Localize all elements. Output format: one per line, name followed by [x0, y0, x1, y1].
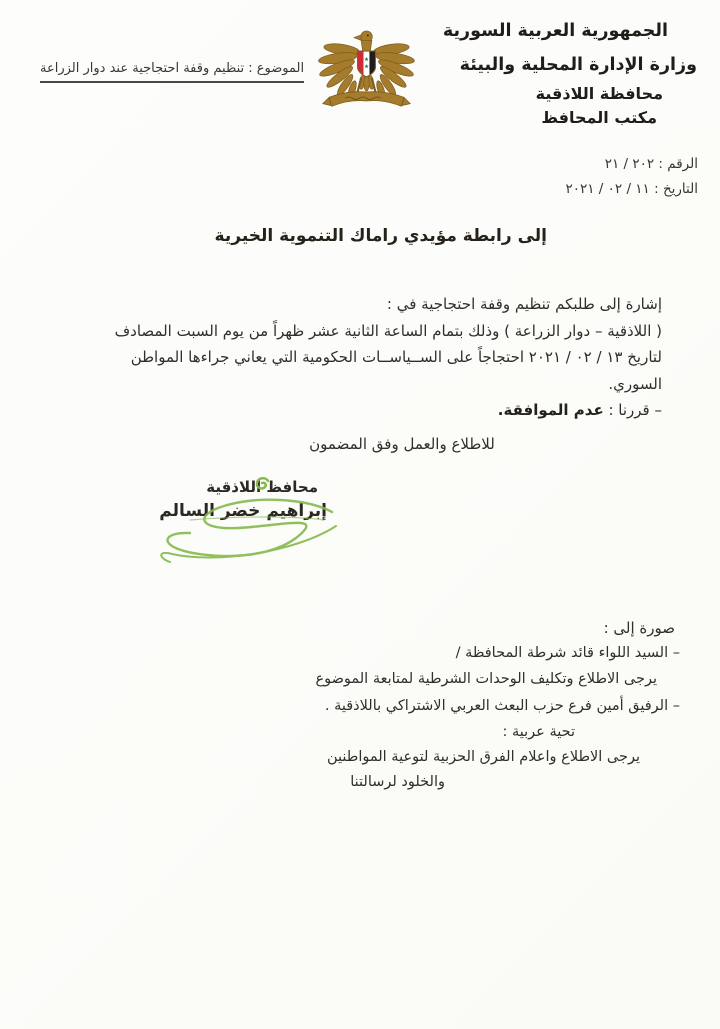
- reference-date: التاريخ : ١١ / ٠٢ / ٢٠٢١: [565, 181, 698, 197]
- header-governor-office: مكتب المحافظ: [541, 108, 657, 127]
- body-line-2: ( اللاذقية – دوار الزراعة ) وذلك بتمام الساعة الثانية عشر ظهراً من يوم السبت المصادف: [114, 321, 662, 340]
- signature-green-mark-icon: [253, 475, 271, 493]
- header-governorate: محافظة اللاذقية: [535, 84, 663, 103]
- directive-line: للاطلاع والعمل وفق المضمون: [309, 435, 495, 453]
- governor-name: إبراهيم خضر السالم: [159, 501, 327, 521]
- addressee-line: إلى رابطة مؤيدي راماك التنموية الخيرية: [214, 226, 547, 246]
- decision-emphasis: عدم الموافقة.: [497, 401, 604, 419]
- header-republic: الجمهورية العربية السورية: [442, 21, 668, 41]
- closing-note-line-2: والخلود لرسالتنا: [350, 774, 445, 790]
- copies-item-police: – السيد اللواء قائد شرطة المحافظة /: [455, 645, 680, 661]
- header-ministry: وزارة الإدارة المحلية والبيئة: [459, 55, 697, 75]
- decision-prefix: – قررنا :: [603, 401, 662, 419]
- copies-item-police-note: يرجى الاطلاع وتكليف الوحدات الشرطية لمتابعة الموضوع: [315, 671, 657, 687]
- body-paragraph: [115, 291, 662, 424]
- closing-note-line-1: يرجى الاطلاع واعلام الفرق الحزبية لتوعية المواطنين: [327, 749, 640, 765]
- body-line-1: إشارة إلى طلبكم تنظيم وقفة احتجاجية في :: [386, 295, 662, 313]
- body-line-3: لتاريخ ١٣ / ٠٢ / ٢٠٢١ احتجاجاً على الســياســات الحكومية التي يعاني جراءها المواطن: [130, 348, 662, 366]
- salutation-line: تحية عربية :: [502, 724, 575, 740]
- reference-number: الرقم : ٢٠٢ / ٢١: [604, 156, 698, 172]
- copies-item-party: – الرفيق أمين فرع حزب البعث العربي الاشتراكي باللاذقية .: [324, 698, 680, 714]
- subject-line: الموضوع : تنظيم وقفة احتجاجية عند دوار الزراعة: [40, 61, 304, 83]
- governor-title: محافظ اللاذقية: [206, 478, 318, 496]
- body-line-4: السوري.: [608, 374, 662, 393]
- signature-flourish-icon: [146, 496, 344, 570]
- decision-line: [115, 397, 662, 424]
- copies-heading: صورة إلى :: [603, 619, 675, 637]
- syrian-eagle-emblem-icon: [313, 26, 420, 126]
